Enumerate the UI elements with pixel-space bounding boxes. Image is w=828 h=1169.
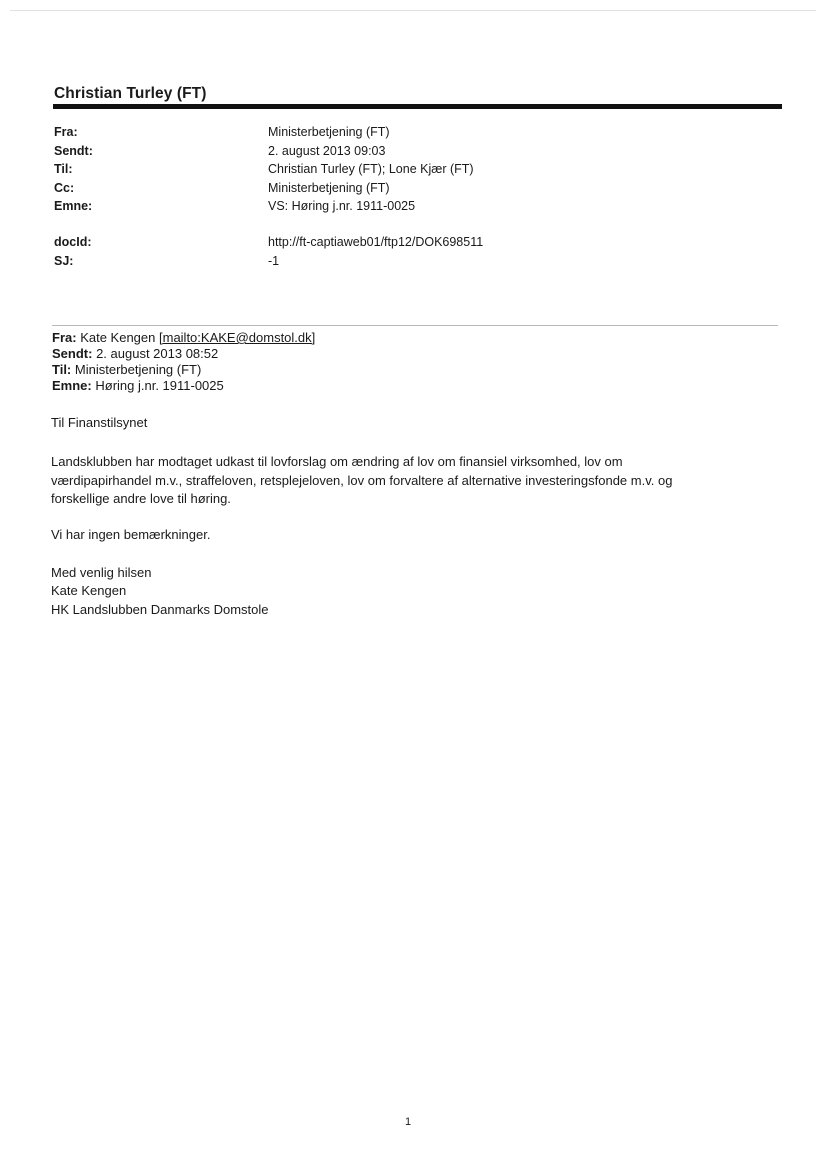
sj-value: -1: [268, 254, 280, 268]
forwarded-to-label: Til:: [52, 362, 72, 377]
forwarded-from-name: Kate Kengen: [80, 330, 156, 345]
forwarded-sent-label: Sendt:: [52, 346, 93, 361]
forwarded-sent-line: [52, 346, 218, 361]
forwarded-mailto-link[interactable]: [mailto:KAKE@domstol.dk]: [159, 330, 316, 345]
top-divider: [10, 10, 816, 11]
paragraph-line: Landsklubben har modtaget udkast til lovforslag om ændring af lov om finansiel virksomhed, lov om: [51, 454, 623, 469]
closing-text: Med venlig hilsen: [51, 565, 152, 580]
subject-value: VS: Høring j.nr. 1911-0025: [268, 199, 416, 213]
page-number: 1: [405, 1116, 412, 1128]
paragraph-line: forskellige andre love til høring.: [51, 491, 231, 506]
forwarded-subject-line: [52, 378, 224, 393]
statement-text: Vi har ingen bemærkninger.: [51, 527, 211, 542]
paragraph-line: værdipapirhandel m.v., straffeloven, retsplejeloven, lov om forvaltere af alternative investeringsfonde m.v. og: [51, 473, 673, 488]
cc-label: Cc:: [54, 181, 75, 195]
forwarded-from-line: [52, 330, 315, 345]
sent-label: Sendt:: [54, 144, 93, 158]
forward-divider: [52, 325, 778, 326]
from-label: Fra:: [54, 125, 78, 139]
forwarded-to-value: Ministerbetjening (FT): [74, 362, 202, 377]
forwarded-subject-value: Høring j.nr. 1911-0025: [95, 378, 224, 393]
signature-name: Kate Kengen: [51, 583, 127, 598]
sender-name-heading: Christian Turley (FT): [54, 85, 207, 102]
from-value: Ministerbetjening (FT): [268, 125, 390, 139]
docid-value: http://ft-captiaweb01/ftp12/DOK698511: [268, 235, 484, 249]
subject-label: Emne:: [54, 199, 93, 213]
forwarded-subject-label: Emne:: [52, 378, 92, 393]
header-divider: [53, 104, 782, 109]
sj-label: SJ:: [54, 254, 74, 268]
sent-value: 2. august 2013 09:03: [268, 144, 386, 158]
to-label: Til:: [54, 162, 73, 176]
forwarded-from-label: Fra:: [52, 330, 77, 345]
forwarded-to-line: [52, 362, 201, 377]
to-value: Christian Turley (FT); Lone Kjær (FT): [268, 162, 474, 176]
forwarded-sent-value: 2. august 2013 08:52: [96, 346, 219, 361]
signature-org: HK Landslubben Danmarks Domstole: [51, 602, 269, 617]
docid-label: docId:: [54, 235, 92, 249]
greeting-text: Til Finanstilsynet: [51, 415, 148, 430]
cc-value: Ministerbetjening (FT): [268, 181, 390, 195]
